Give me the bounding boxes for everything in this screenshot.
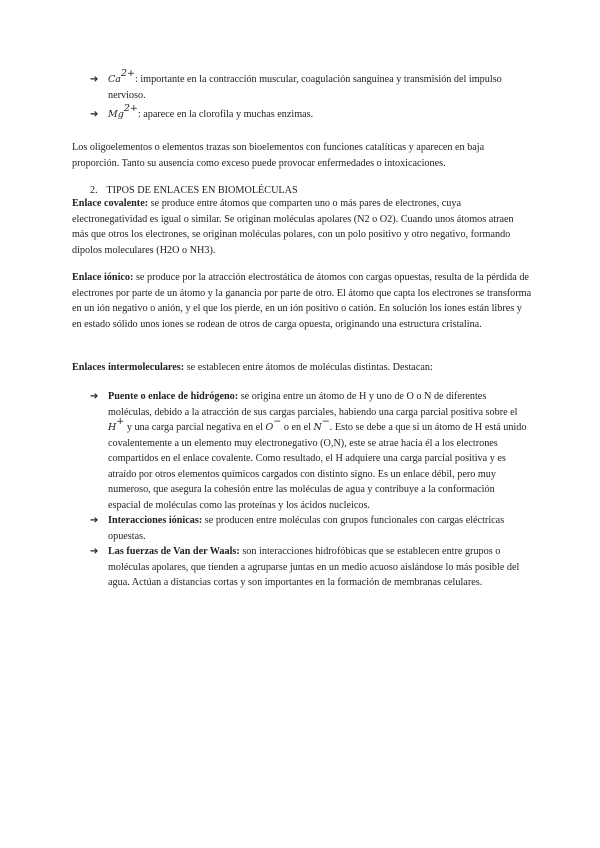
n-charge: − bbox=[321, 415, 330, 427]
list-item-ionic-interactions bbox=[90, 513, 530, 544]
list-item-magnesium bbox=[90, 102, 530, 123]
intermolecular-text: se establecen entre átomos de moléculas distintas. Destacan: bbox=[184, 362, 433, 373]
covalent-label: Enlace covalente: bbox=[72, 198, 149, 209]
magnesium-charge: 2+ bbox=[123, 102, 138, 114]
arrow-bullet-icon: ➔ bbox=[90, 74, 99, 85]
arrow-bullet-icon: ➔ bbox=[90, 546, 99, 557]
intermolecular-paragraph bbox=[72, 360, 532, 376]
list-item-hydrogen-bond bbox=[90, 389, 530, 513]
covalent-paragraph bbox=[72, 196, 532, 258]
arrow-bullet-icon: ➔ bbox=[90, 109, 99, 120]
list-item-van-der-waals bbox=[90, 544, 530, 591]
intermolecular-label: Enlaces intermoleculares: bbox=[72, 362, 185, 373]
intermolecular-list bbox=[90, 389, 530, 591]
ionic-text: se produce por la atracción electrostática de átomos con cargas opuestas, resulta de la pérdida de electrones por parte de un átomo y la ganancia por parte de otro. El átomo que capta los electrones se transforma en un ión negativo o anión, y el que los pierde, en un ión positivo o catión. En solución los iones están libres y en estado sólido unos iones se rodean de otros de carga opuesta, originando una estructura cristalina. bbox=[72, 272, 532, 330]
van-der-waals-text: son interacciones hidrofóbicas que se establecen entre grupos o moléculas apolares, que tienden a agruparse juntas en un medio acuoso aislándose lo más posible del agua. Actúan a distancias cortas y son importantes en la formación de membranas celulares. bbox=[108, 546, 520, 588]
ionic-interactions-label: Interacciones iónicas: bbox=[108, 515, 203, 526]
n-symbol: N bbox=[313, 422, 322, 433]
list-item-calcium bbox=[90, 67, 530, 103]
hydrogen-bond-label: Puente o enlace de hidrógeno: bbox=[108, 391, 239, 402]
hydrogen-bond-text-2: y una carga parcial negativa en el bbox=[124, 422, 266, 433]
arrow-bullet-icon: ➔ bbox=[90, 515, 99, 526]
section-title: TIPOS DE ENLACES EN BIOMOLÉCULAS bbox=[106, 185, 298, 196]
o-charge: − bbox=[273, 415, 282, 427]
calcium-symbol: Ca bbox=[108, 74, 121, 85]
arrow-bullet-icon: ➔ bbox=[90, 391, 99, 402]
van-der-waals-label: Las fuerzas de Van der Waals: bbox=[108, 546, 240, 557]
ionic-interactions-text: se producen entre moléculas con grupos funcionales con cargas eléctricas opuestas. bbox=[108, 515, 505, 542]
section-number: 2. bbox=[90, 185, 98, 196]
hydrogen-bond-text-3: o en el bbox=[281, 422, 314, 433]
calcium-charge: 2+ bbox=[120, 67, 135, 79]
minerals-list bbox=[90, 67, 530, 123]
magnesium-symbol: Mg bbox=[108, 109, 124, 120]
calcium-text: : importante en la contracción muscular, coagulación sanguínea y transmisión del impulso nervioso. bbox=[108, 74, 502, 101]
hydrogen-bond-text-1: se origina entre un átomo de H y uno de O o N de diferentes moléculas, debido a la atracción de sus cargas parciales, habiendo una carga parcial positiva sobre el bbox=[108, 391, 518, 418]
o-symbol: O bbox=[265, 422, 274, 433]
h-charge: + bbox=[116, 415, 125, 427]
hydrogen-bond-text-4: . Esto se debe a que si un átomo de H está unido covalentemente a un elemento muy electronegativo (O,N), este se atrae hacia él a los electrones compartidos en el enlace covalente. Como resultado, el H adquiere una carga parcial positiva y es atraído por otros elementos químicos cargados con distinto signo. Es un enlace débil, pero muy numeroso, que asegura la cohesión entre las moléculas de agua y contribuye a la conformación espacial de moléculas como las proteínas y los ácidos nucleicos. bbox=[108, 422, 527, 511]
h-symbol: H bbox=[108, 422, 117, 433]
covalent-text: se produce entre átomos que comparten uno o más pares de electrones, cuya electronegatividad es igual o similar. Se originan moléculas apolares (N2 o O2). Cuando unos átomos atraen más que otros los electrones, se originan moléculas polares, con un polo positivo y otro negativo, formando dipolos moleculares (H2O o NH3). bbox=[72, 198, 514, 256]
oligoelements-paragraph: Los oligoelementos o elementos trazas son bioelementos con funciones catalíticas y aparecen en baja proporción. Tanto su ausencia como exceso puede provocar enfermedades o intoxicaciones. bbox=[72, 142, 485, 169]
ionic-paragraph bbox=[72, 270, 532, 332]
ionic-label: Enlace iónico: bbox=[72, 272, 134, 283]
magnesium-text: : aparece en la clorofila y muchas enzimas. bbox=[137, 109, 314, 120]
